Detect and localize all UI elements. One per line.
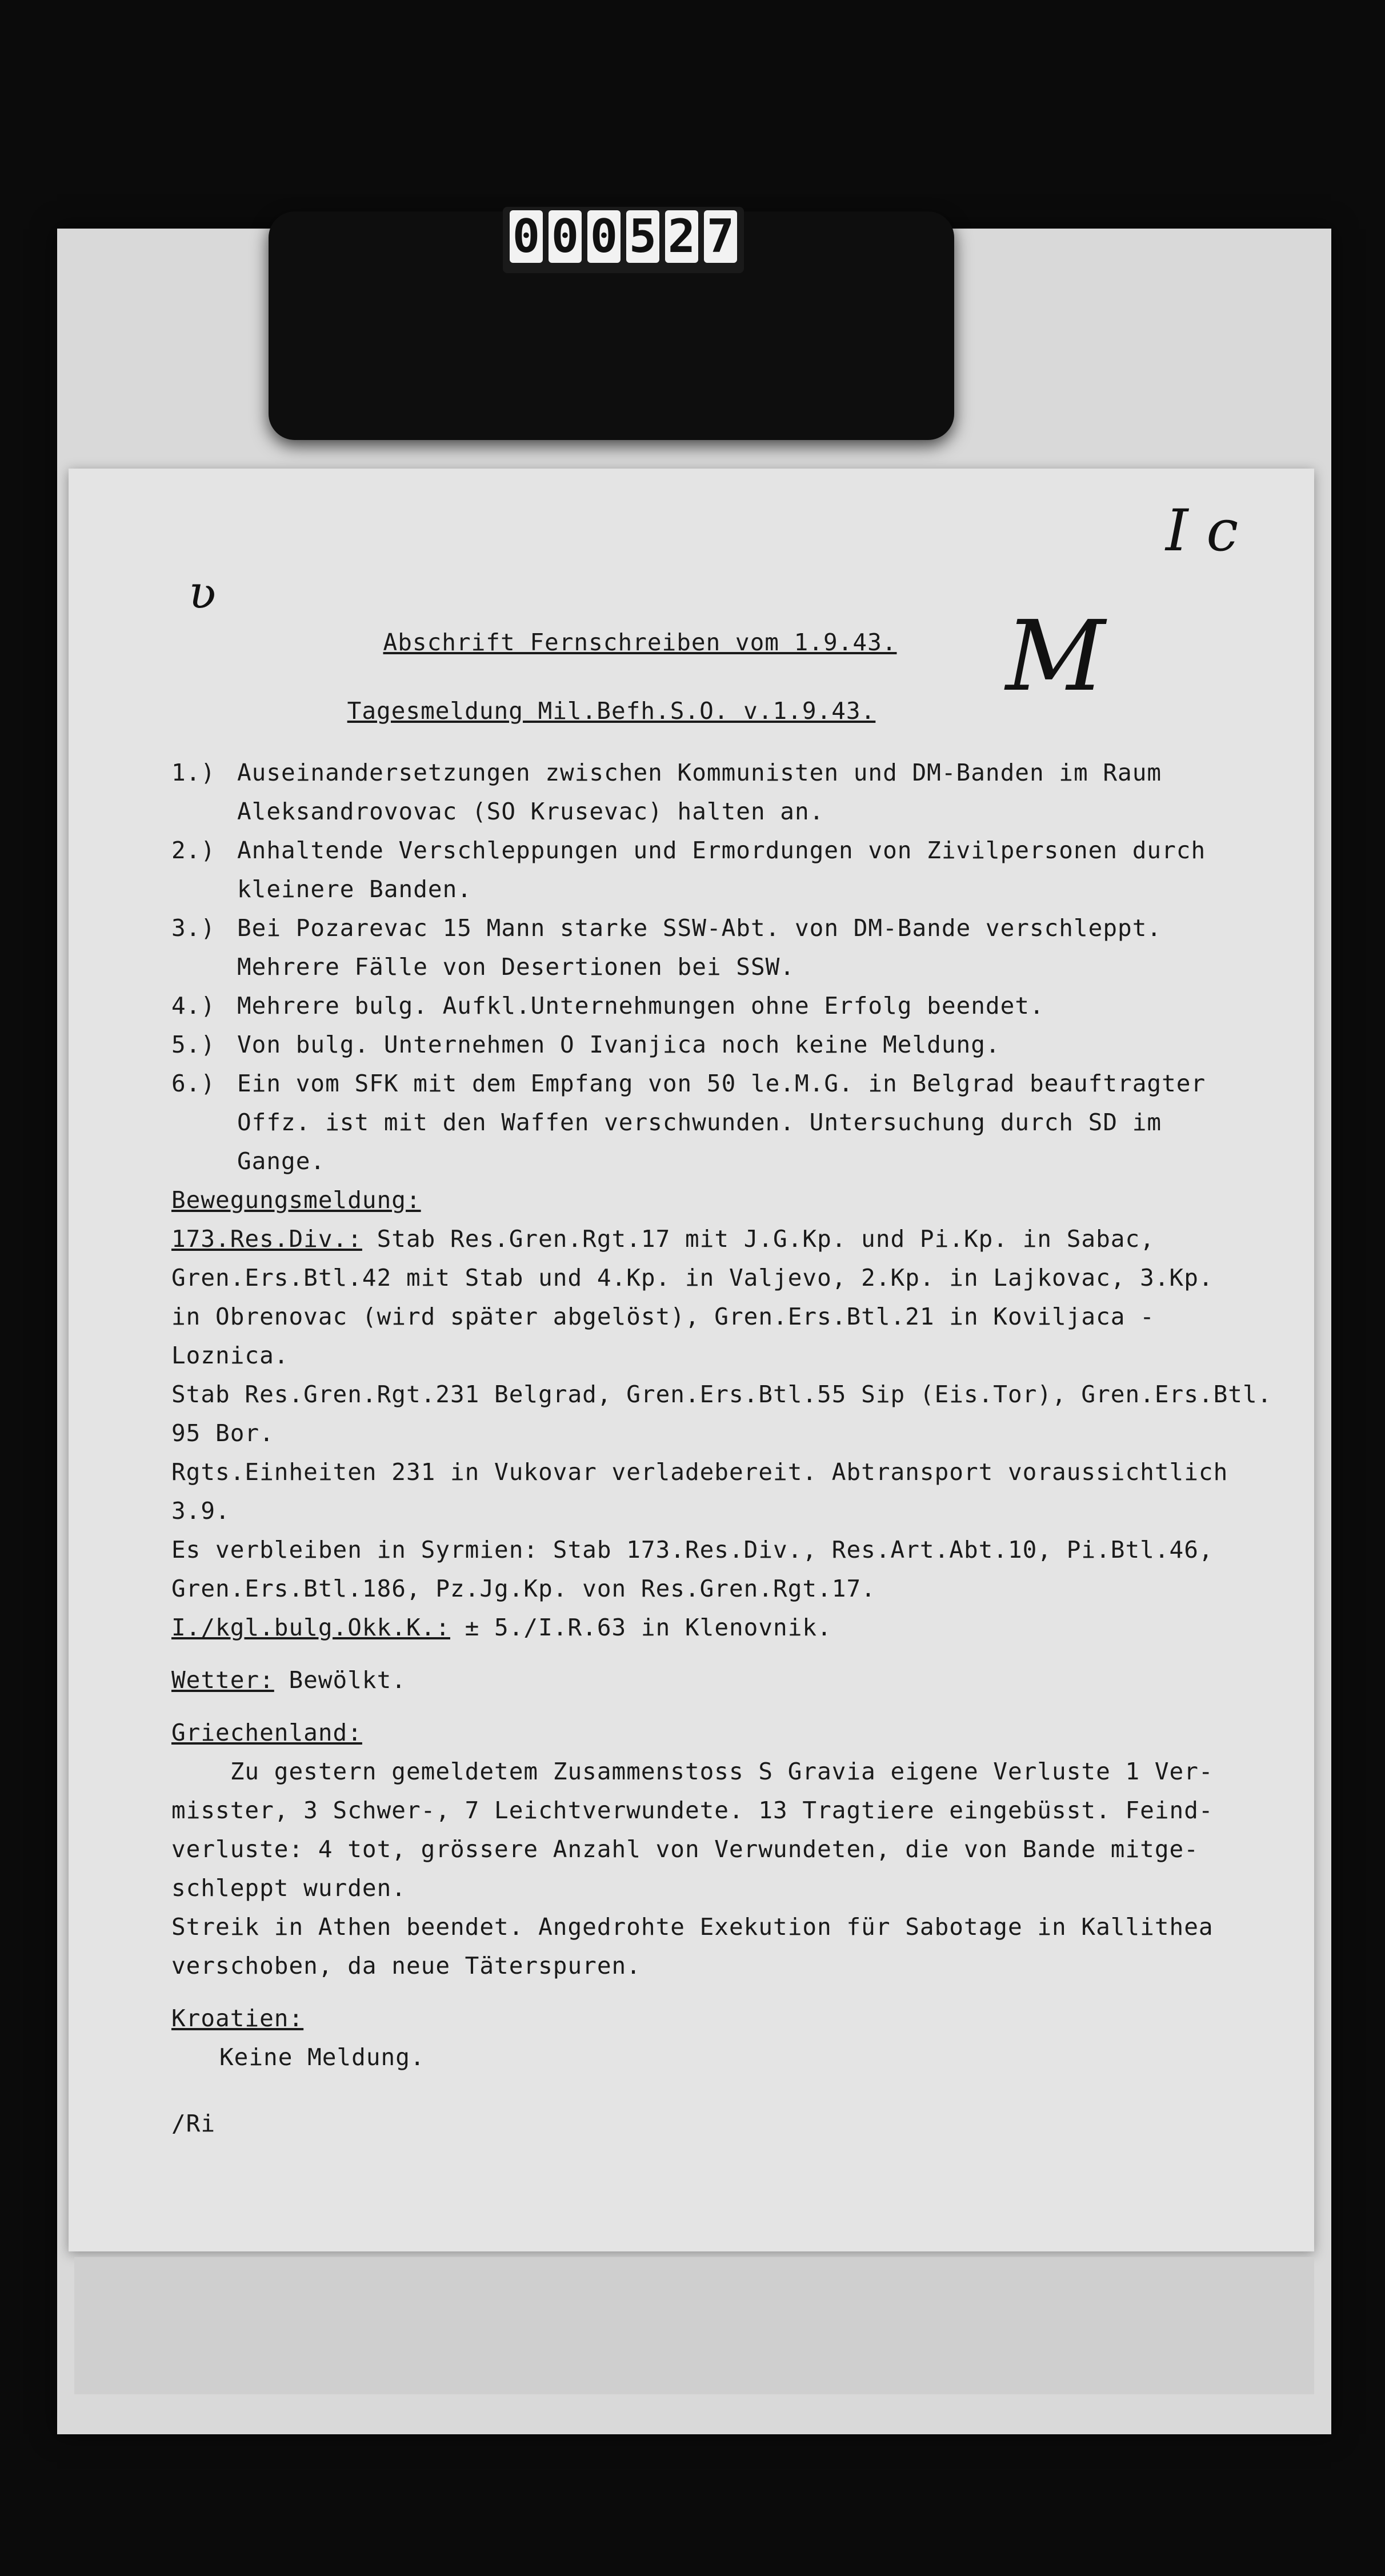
griechenland-line: verschoben, da neue Täterspuren.	[171, 1952, 641, 1979]
div173-line: Loznica.	[171, 1342, 289, 1369]
div173-text: Stab Res.Gren.Rgt.17 mit J.G.Kp. und Pi.Kp. in Sabac,	[362, 1225, 1155, 1253]
item-number: 2.)	[171, 837, 216, 864]
list-item	[171, 986, 1303, 1025]
wetter-text: Bewölkt.	[274, 1666, 406, 1694]
item-text	[237, 831, 1303, 909]
section-heading-griechenland: Griechenland:	[171, 1719, 362, 1746]
item-number: 5.)	[171, 1031, 216, 1058]
item-number: 4.)	[171, 992, 216, 1019]
item-text	[237, 909, 1303, 986]
div173-first-line	[171, 1219, 1303, 1258]
list-item	[171, 831, 1303, 909]
div173-line: in Obrenovac (wird später abgelöst), Gren.Ers.Btl.21 in Koviljaca -	[171, 1303, 1155, 1330]
item-line: Bei Pozarevac 15 Mann starke SSW-Abt. von DM-Bande verschleppt.	[237, 914, 1162, 942]
griechenland-line: Streik in Athen beendet. Angedrohte Exekution für Sabotage in Kallithea	[171, 1913, 1214, 1941]
item-line: kleinere Banden.	[237, 875, 472, 903]
bulg-line	[171, 1608, 1303, 1647]
item-line: Auseinandersetzungen zwischen Kommunisten und DM-Banden im Raum	[237, 759, 1162, 786]
counter-digit: 0	[587, 210, 621, 263]
counter-digit: 0	[510, 210, 543, 263]
item-line: Gange.	[237, 1147, 326, 1175]
div173-line: Es verbleiben in Syrmien: Stab 173.Res.Div., Res.Art.Abt.10, Pi.Btl.46,	[171, 1536, 1214, 1563]
bulg-text: ± 5./I.R.63 in Klenovnik.	[450, 1614, 832, 1641]
wetter-label: Wetter:	[171, 1666, 274, 1694]
griechenland-line: Zu gestern gemeldetem Zusammenstoss S Gravia eigene Verluste 1 Ver-	[171, 1758, 1214, 1785]
item-number: 6.)	[171, 1070, 216, 1097]
item-line: Ein vom SFK mit dem Empfang von 50 le.M.G. in Belgrad beauftragter	[237, 1070, 1206, 1097]
handwritten-mark-left: ʋ	[189, 566, 217, 619]
list-item	[171, 909, 1303, 986]
item-line: Anhaltende Verschleppungen und Ermordungen von Zivilpersonen durch	[237, 837, 1206, 864]
div173-line: 3.9.	[171, 1497, 230, 1525]
frame-counter	[503, 207, 744, 273]
item-line: Aleksandrovovac (SO Krusevac) halten an.	[237, 798, 824, 825]
item-number: 3.)	[171, 914, 216, 942]
section-heading-kroatien: Kroatien:	[171, 2005, 304, 2032]
griechenland-line: schleppt wurden.	[171, 1874, 406, 1902]
counter-digit: 5	[626, 210, 659, 263]
item-text	[237, 986, 1303, 1025]
bottom-strip	[74, 2257, 1314, 2394]
item-text	[237, 1025, 1303, 1064]
div173-line: Stab Res.Gren.Rgt.231 Belgrad, Gren.Ers.Btl.55 Sip (Eis.Tor), Gren.Ers.Btl.	[171, 1381, 1272, 1408]
item-line: Mehrere bulg. Aufkl.Unternehmungen ohne Erfolg beendet.	[237, 992, 1044, 1019]
griechenland-line: verluste: 4 tot, grössere Anzahl von Verwundeten, die von Bande mitge-	[171, 1835, 1199, 1863]
typescript-body	[171, 623, 1303, 2143]
document-subtitle: Tagesmeldung Mil.Befh.S.O. v.1.9.43.	[347, 697, 876, 725]
div173-line: Gren.Ers.Btl.42 mit Stab und 4.Kp. in Valjevo, 2.Kp. in Lajkovac, 3.Kp.	[171, 1264, 1214, 1291]
griechenland-line: misster, 3 Schwer-, 7 Leichtverwundete. 13 Tragtiere eingebüsst. Feind-	[171, 1797, 1214, 1824]
list-item	[171, 753, 1303, 831]
item-text	[237, 753, 1303, 831]
counter-digit: 0	[549, 210, 582, 263]
bulg-label: I./kgl.bulg.Okk.K.:	[171, 1614, 450, 1641]
wetter-line	[171, 1661, 1303, 1699]
item-number: 1.)	[171, 759, 216, 786]
item-line: Mehrere Fälle von Desertionen bei SSW.	[237, 953, 795, 981]
handwritten-mark-top-right: I c	[1166, 497, 1239, 564]
kroatien-text: Keine Meldung.	[219, 2043, 425, 2071]
signoff: /Ri	[171, 2110, 216, 2137]
div173-label: 173.Res.Div.:	[171, 1225, 362, 1253]
list-item	[171, 1025, 1303, 1064]
document-title: Abschrift Fernschreiben vom 1.9.43.	[383, 629, 897, 656]
list-item	[171, 1064, 1303, 1181]
item-text	[237, 1064, 1303, 1181]
item-line: Von bulg. Unternehmen O Ivanjica noch keine Meldung.	[237, 1031, 1000, 1058]
counter-digit: 7	[704, 210, 737, 263]
section-heading-bewegung: Bewegungsmeldung:	[171, 1186, 421, 1214]
div173-line: Rgts.Einheiten 231 in Vukovar verladebereit. Abtransport voraussichtlich	[171, 1458, 1228, 1486]
div173-line: 95 Bor.	[171, 1419, 274, 1447]
handwritten-initial: M	[1006, 600, 1106, 713]
numbered-list	[171, 753, 1303, 1181]
div173-line: Gren.Ers.Btl.186, Pz.Jg.Kp. von Res.Gren.Rgt.17.	[171, 1575, 876, 1602]
counter-digit: 2	[665, 210, 698, 263]
item-line: Offz. ist mit den Waffen verschwunden. Untersuchung durch SD im	[237, 1109, 1162, 1136]
